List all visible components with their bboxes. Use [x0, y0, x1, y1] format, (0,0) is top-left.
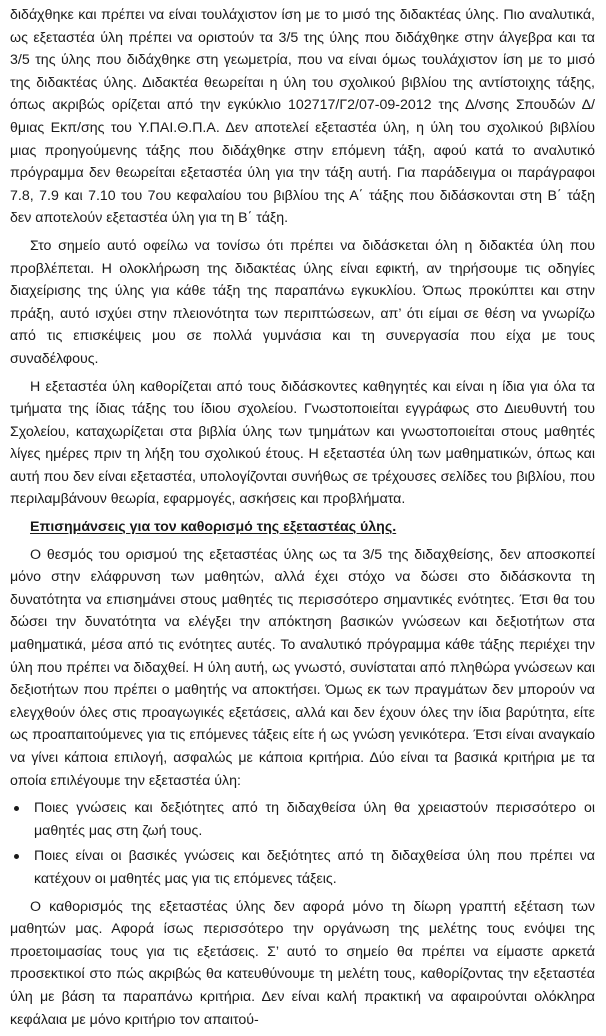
paragraph-exam-material-definition: Η εξεταστέα ύλη καθορίζεται από τους διδάσκοντες καθηγητές και είναι η ίδια για όλα τα τμήματα της ίδιας τάξης του ίδιου σχολείου. Γνωστοποιείται εγγράφως στο Διευθυντή του Σχολείου, καταχωρίζεται στα βιβλία ύλης των τμημάτων και γνωστοποιείται στους μαθητές λίγες ημέρες πριν τη λήξη του σχολικού έτους. Η εξεταστέα ύλη των μαθηματικών, όπως και αυτή που δεν είναι εξεταστέα, υπολογίζονται συνήθως σε τρέχουσες σελίδες του βιβλίου, που περιλαμβάνουν θεωρία, εφαρμογές, ασκήσεις και προβλήματα.	[10, 378, 595, 508]
list-item-text: Ποιες είναι οι βασικές γνώσεις και δεξιότητες από τη διδαχθείσα ύλη που πρέπει να κατέχουν οι μαθητές μας για τις επόμενες τάξεις.	[34, 848, 595, 887]
document-page	[10, 4, 595, 1036]
bullet-icon	[14, 806, 19, 811]
paragraph-institution-purpose: Ο θεσμός του ορισμού της εξεταστέας ύλης ως τα 3/5 της διδαχθείσης, δεν αποσκοπεί μόνο στην ελάφρυνση των μαθητών, αλλά έχει στόχο να δώσει στο διδάσκοντα τη δυνατότητα να επισημάνει στους μαθητές τις περισσότερο σημαντικές ενότητες. Έτσι θα του δώσει την δυνατότητα να ελέγξει την απόκτηση βασικών γνώσεων και δεξιοτήτων στα μαθηματικά, μέσα από τις ενότητες αυτές. Το αναλυτικό πρόγραμμα κάθε τάξης περιέχει την ύλη που πρέπει να διδαχθεί. Η ύλη αυτή, ως γνωστό, συνίσταται από πληθώρα γνώσεων και δεξιοτήτων που πρέπει ο μαθητής να αποκτήσει. Όμως εκ των πραγμάτων δεν μπορούν να ελεγχθούν όλες στις προαγωγικές εξετάσεις, αλλά και δεν έχουν όλες την ίδια βαρύτητα, είτε ως προαπαιτούμενες για τις επόμενες τάξεις είτε ή ως γνώση γενικότερα. Έτσι είναι αναγκαίο να γίνει κάποια επιλογή, ασφαλώς με κάποια κριτήρια. Δύο είναι τα βασικά κριτήρια με τα οποία επιλέγουμε την εξεταστέα ύλη:	[10, 546, 595, 789]
paragraph-continuation: διδάχθηκε και πρέπει να είναι τουλάχιστον ίση με το μισό της διδακτέας ύλης. Πιο αναλυτικά, ως εξεταστέα ύλη πρέπει να οριστούν τα 3/5 της ύλης που διδάχθηκε στην άλγεβρα και τα 3/5 της ύλης που διδάχθηκε στη γεωμετρία, που να είναι όμως τουλάχιστον ίση με το μισό της διδακτέας ύλης. Διδακτέα θεωρείται η ύλη του σχολικού βιβλίου της αντίστοιχης τάξης, όπως ακριβώς ορίζεται από την εγκύκλιο 102717/Γ2/07-09-2012 της Δ/νσης Σπουδών Δ/θμιας Εκπ/σης του Υ.ΠΑΙ.Θ.Π.Α. Δεν αποτελεί εξεταστέα ύλη, η ύλη του σχολικού βιβλίου μιας προηγούμενης τάξης που διδάχθηκε στην επόμενη τάξη, αφού κατά το αναλυτικό πρόγραμμα δεν θεωρείται εξεταστέα ύλη για την τάξη αυτή. Για παράδειγμα οι παράγραφοι 7.8, 7.9 και 7.10 του 7ου κεφαλαίου του βιβλίου της Α΄ τάξης που διδάσκονται στη Β΄ τάξη δεν αποτελούν εξεταστέα ύλη για τη Β΄ τάξη.	[10, 7, 595, 227]
list-item	[10, 845, 595, 890]
paragraph-teaching-coverage: Στο σημείο αυτό οφείλω να τονίσω ότι πρέπει να διδάσκεται όλη η διδακτέα ύλη που προβλέπεται. Η ολοκλήρωση της διδακτέας ύλης είναι εφικτή, αν τηρήσουμε τις οδηγίες διαχείρισης της ύλης για κάθε τάξη της παραπάνω εγκυκλίου. Όπως προκύπτει και στην πράξη, αυτό ισχύει στην πλειονότητα των περιπτώσεων, απ’ ότι είμαι σε θέση να γνωρίζω από τις επισκέψεις μου σε πολλά γυμνάσια και τη συνεργασία που είχα με τους συναδέλφους.	[10, 237, 595, 367]
list-item-text: Ποιες γνώσεις και δεξιότητες από τη διδαχθείσα ύλη θα χρειαστούν περισσότερο οι μαθητές μας στη ζωή τους.	[34, 800, 595, 839]
list-item	[10, 797, 595, 842]
section-heading: Επισημάνσεις για τον καθορισμό της εξεταστέας ύλης.	[30, 519, 397, 536]
criteria-list	[10, 797, 595, 890]
bullet-icon	[14, 854, 19, 859]
paragraph-study-organization: Ο καθορισμός της εξεταστέας ύλης δεν αφορά μόνο τη δίωρη γραπτή εξέταση των μαθητών μας. Αφορά ίσως περισσότερο την οργάνωση της μελέτης τους ενόψει της προετοιμασίας τους για τις εξετάσεις. Σ’ αυτό το σημείο θα πρέπει να είμαστε αρκετά προσεκτικοί στο πώς ακριβώς θα κατευθύνουμε τη μελέτη τους, καθορίζοντας την εξεταστέα ύλη με βάση τα παραπάνω κριτήρια. Δεν είναι καλή πρακτική να αφαιρούνται ολόκληρα κεφάλαια με μόνο κριτήριο τον απαιτού-	[10, 898, 595, 1028]
